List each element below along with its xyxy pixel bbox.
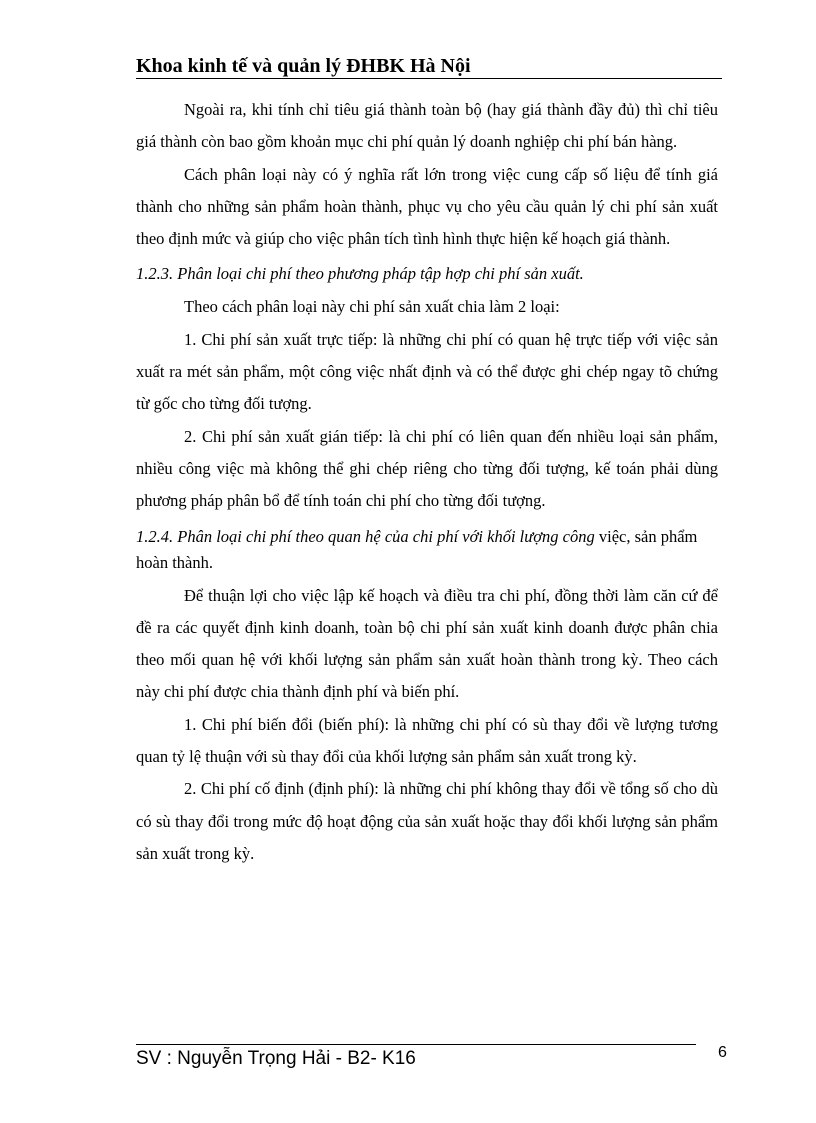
heading-plain-text: việc, sản phẩm hoàn thành. bbox=[136, 526, 698, 572]
heading-italic-text: 1.2.4. Phân loại chi phí theo quan hệ của chi phí với khối lượng công bbox=[136, 526, 595, 546]
paragraph: 2. Chi phí sản xuất gián tiếp: là chi phí có liên quan đến nhiều loại sản phẩm, nhiều công việc mà không thể ghi chép riêng cho từng đối tượng, kế toán phải dùng phương pháp phân bổ để tính toán chi phí cho từng đối tượng. bbox=[136, 426, 718, 511]
section-heading-1-2-4 bbox=[136, 524, 718, 576]
header-title: Khoa kinh tế và quản lý ĐHBK Hà Nội bbox=[136, 55, 471, 77]
paragraph: Để thuận lợi cho việc lập kế hoạch và điều tra chi phí, đồng thời làm căn cứ để đề ra các quyết định kinh doanh, toàn bộ chi phí sản xuất kinh doanh được phân chia theo mối quan hệ với khối lượng sản phẩm sản xuất hoàn thành trong kỳ. Theo cách này chi phí được chia thành định phí và biến phí. bbox=[136, 585, 718, 702]
footer-divider bbox=[136, 1044, 696, 1045]
paragraph: Cách phân loại này có ý nghĩa rất lớn trong việc cung cấp số liệu để tính giá thành cho những sản phẩm hoàn thành, phục vụ cho yêu cầu quản lý chi phí sản xuất theo định mức và giúp cho việc phân tích tình hình thực hiện kế hoạch giá thành. bbox=[136, 164, 718, 249]
paragraph: 1. Chi phí sản xuất trực tiếp: là những chi phí có quan hệ trực tiếp với việc sản xuất ra mét sản phẩm, một công việc nhất định và có thể được ghi chép ngay tõ chứng từ gốc cho từng đối tượng. bbox=[136, 329, 718, 414]
document-body bbox=[136, 94, 718, 870]
paragraph: Ngoài ra, khi tính chỉ tiêu giá thành toàn bộ (hay giá thành đầy đủ) thì chỉ tiêu giá thành còn bao gồm khoản mục chi phí quản lý doanh nghiệp chi phí bán hàng. bbox=[136, 100, 718, 152]
heading-text: 1.2.3. Phân loại chi phí theo phương pháp tập hợp chi phí sản xuất. bbox=[136, 264, 584, 284]
paragraph: 1. Chi phí biến đổi (biến phí): là những chi phí có sù thay đổi về lượng tương quan tỷ lệ thuận với sù thay đổi của khối lượng sản phẩm sản xuất trong kỳ. bbox=[136, 714, 718, 767]
footer-author: SV : Nguyễn Trọng Hải - B2- K16 bbox=[136, 1048, 416, 1069]
page-header bbox=[136, 52, 722, 80]
page-number: 6 bbox=[718, 1044, 727, 1061]
paragraph: 2. Chi phí cố định (định phí): là những chi phí không thay đổi về tổng số cho dù có sù thay đổi trong mức độ hoạt động của sản xuất hoặc thay đổi khối lượng sản phẩm sản xuất trong kỳ. bbox=[136, 779, 718, 863]
paragraph: Theo cách phân loại này chi phí sản xuất chia làm 2 loại: bbox=[184, 297, 560, 317]
header-divider bbox=[136, 78, 722, 79]
section-heading-1-2-3 bbox=[136, 261, 718, 287]
